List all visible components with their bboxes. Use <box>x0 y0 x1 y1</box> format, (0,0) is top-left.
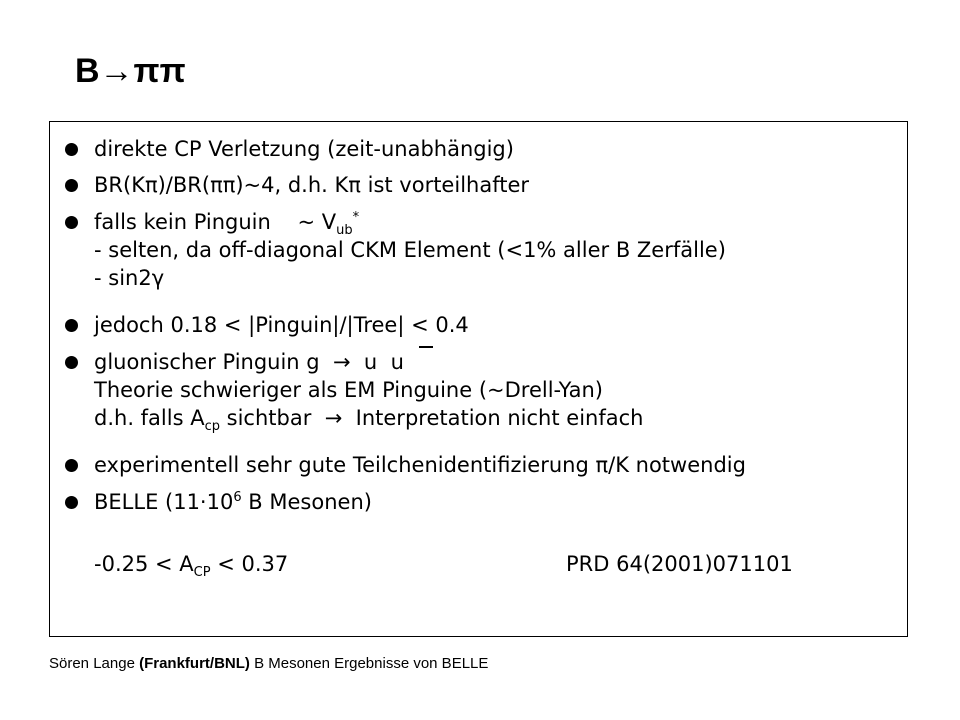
content-box <box>49 121 908 637</box>
bullet-dot-icon <box>65 179 78 192</box>
bullet-dot-icon <box>65 496 78 509</box>
bullet-text: experimentell sehr gute Teilchenidentifizierung π/K notwendig <box>94 453 746 477</box>
bullet-text: BR(Kπ)/BR(ππ)~4, d.h. Kπ ist vorteilhafter <box>94 173 530 197</box>
bullet-text: Theorie schwieriger als EM Pinguine (~Drell-Yan) <box>94 378 603 402</box>
bullet-text: d.h. falls $A_{cp}$ sichtbar → Interpretation nicht einfach <box>94 406 644 435</box>
bullet-text: jedoch 0.18 < |Pinguin|/|Tree| < 0.4 <box>94 313 469 337</box>
bullet-dot-icon <box>65 216 78 229</box>
bullet-text: BELLE ($11\cdot 10^6$ B Mesonen) <box>94 490 372 514</box>
reference-citation: PRD 64(2001)071101 <box>566 552 793 576</box>
antiquark-bar <box>419 346 433 348</box>
bullet-dot-icon <box>65 356 78 369</box>
bullet-text: gluonischer Pinguin g → u u <box>94 350 404 374</box>
footer: Sören Lange (Frankfurt/BNL) B Mesonen Ergebnisse von BELLE <box>49 655 489 672</box>
acp-result: $-0.25 < A_{CP} < 0.37$ <box>94 552 289 581</box>
bullet-dot-icon <box>65 459 78 472</box>
bullet-text: direkte CP Verletzung (zeit-unabhängig) <box>94 137 514 161</box>
bullet-text: - sin2γ <box>94 266 165 290</box>
footer-affiliation: (Frankfurt/BNL) <box>139 655 250 672</box>
slide-title: B→ππ <box>75 52 186 90</box>
bullet-dot-icon <box>65 143 78 156</box>
bullet-text: - selten, da off-diagonal CKM Element (<1% aller B Zerfälle) <box>94 238 726 262</box>
bullet-text: falls kein Pinguin ~ $V_{ub}^*$ <box>94 210 360 239</box>
bullet-dot-icon <box>65 319 78 332</box>
